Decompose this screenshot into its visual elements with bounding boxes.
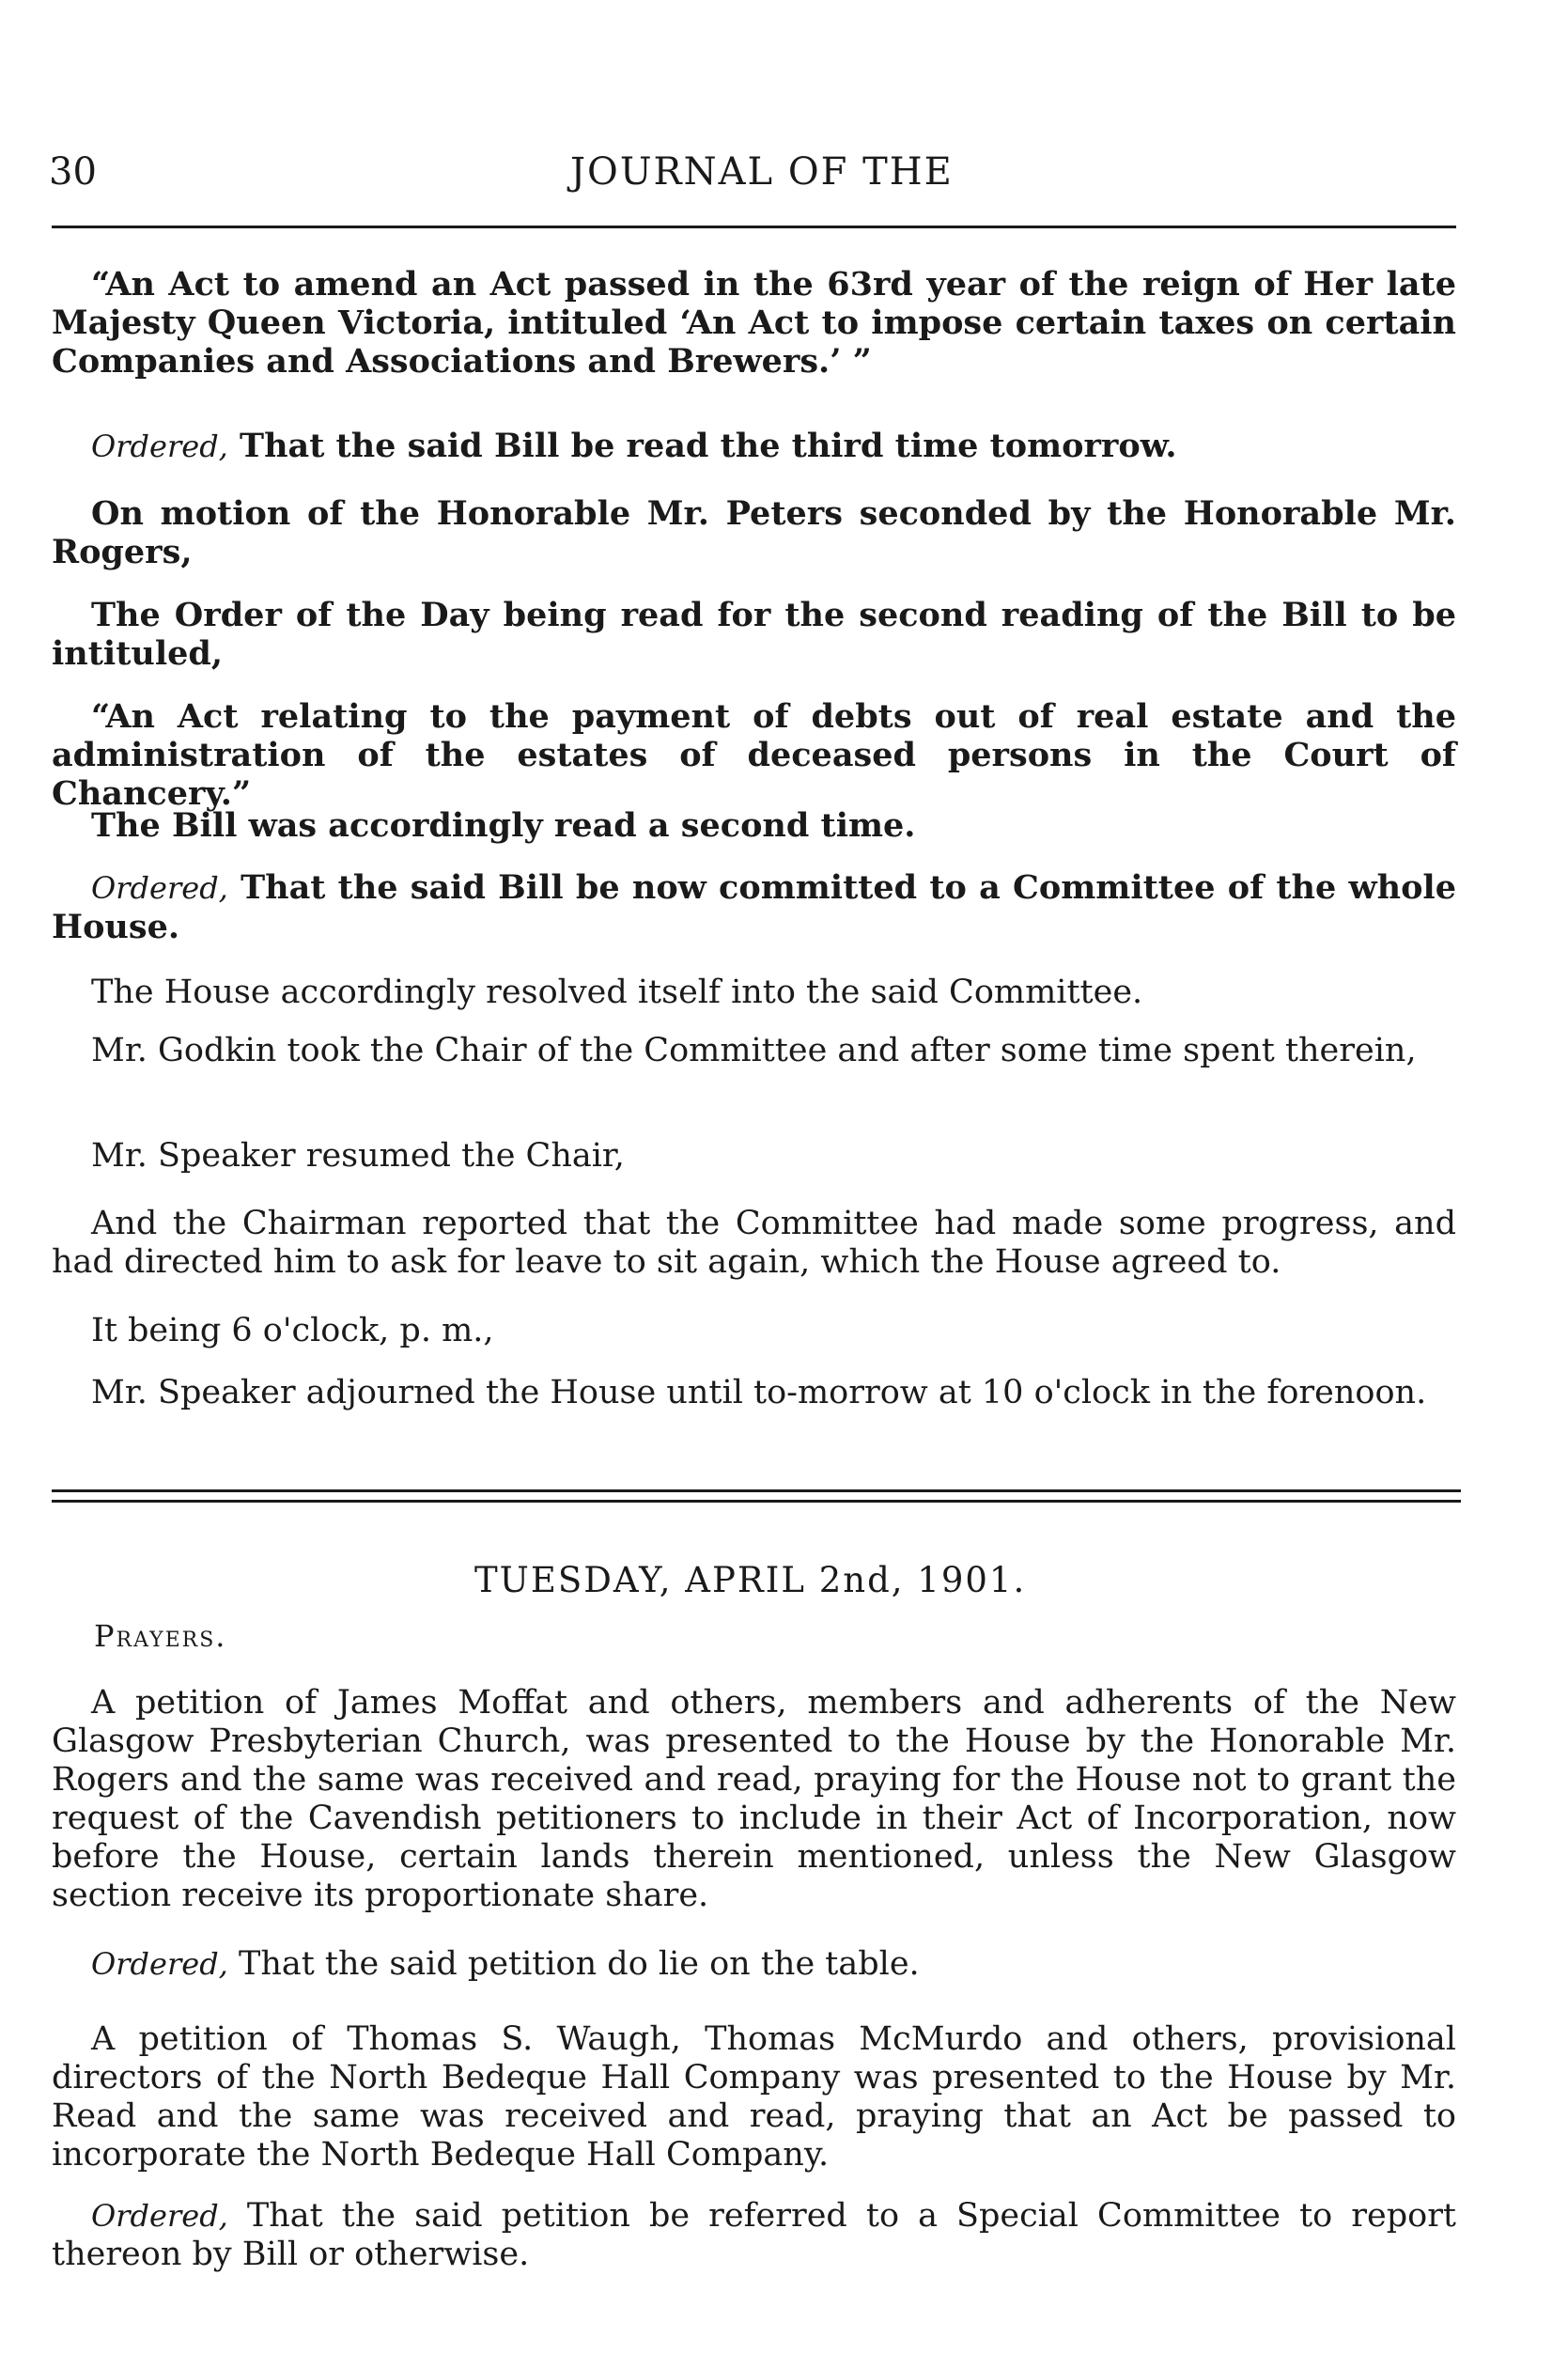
ordered-label: Ordered, <box>91 2198 228 2234</box>
ordered-text: That the said Bill be read the third time tomorrow. <box>227 427 1177 465</box>
ordered-special-committee-paragraph <box>52 2197 1456 2274</box>
ordered-label: Ordered, <box>91 429 228 464</box>
adjourned-text: Mr. Speaker adjourned the House until to-morrow at 10 o'clock in the forenoon. <box>91 1374 1427 1411</box>
order-of-day-text: The Order of the Day being read for the second reading of the Bill to be intituled, <box>52 596 1456 673</box>
motion-text: On motion of the Honorable Mr. Peters seconded by the Honorable Mr. Rogers, <box>52 494 1456 571</box>
adjourned-paragraph <box>52 1374 1456 1412</box>
page-header <box>49 141 1458 197</box>
ordered-text: That the said Bill be now committed to a Committee of the whole House. <box>52 868 1456 946</box>
speaker-resumed-paragraph <box>52 1137 1456 1176</box>
order-of-day-paragraph <box>52 596 1456 673</box>
ordered-label: Ordered, <box>91 1946 228 1982</box>
second-reading-paragraph <box>52 806 1456 845</box>
running-head: JOURNAL OF THE <box>570 150 954 194</box>
bill-title-text: “An Act relating to the payment of debts out of real estate and the administration of the estates of deceased persons in the Court of Chancery.” <box>52 697 1456 813</box>
bill-title-paragraph <box>52 697 1456 813</box>
house-resolved-text: The House accordingly resolved itself into the said Committee. <box>91 974 1143 1011</box>
waugh-petition-text: A petition of Thomas S. Waugh, Thomas McMurdo and others, provisional directors of the North Bedeque Hall Company was presented to the House by Mr. Read and the same was received and read, praying that an Act be passed to incorporate the North Bedeque Hall Company. <box>52 2020 1456 2174</box>
act-title-paragraph <box>52 265 1456 381</box>
date-heading: TUESDAY, APRIL 2nd, 1901. <box>474 1560 1027 1600</box>
waugh-petition-paragraph <box>52 2020 1456 2174</box>
godkin-chair-text: Mr. Godkin took the Chair of the Committee and after some time spent therein, <box>91 1032 1417 1069</box>
ordered-third-reading <box>52 427 1456 466</box>
ordered-lie-on-table-paragraph <box>52 1945 1456 1984</box>
godkin-chair-paragraph <box>52 1032 1456 1070</box>
motion-paragraph <box>52 494 1456 571</box>
moffat-petition-paragraph <box>52 1684 1456 1915</box>
chairman-reported-text: And the Chairman reported that the Committee had made some progress, and had directed him to ask for leave to sit again, which the House agreed to. <box>52 1205 1456 1281</box>
chairman-reported-paragraph <box>52 1205 1456 1282</box>
section-divider <box>52 1489 1461 1503</box>
six-oclock-text: It being 6 o'clock, p. m., <box>91 1312 494 1349</box>
page-number: 30 <box>49 150 97 194</box>
six-oclock-paragraph <box>52 1312 1456 1350</box>
ordered-text: That the said petition be referred to a Special Committee to report thereon by Bill or otherwise. <box>52 2197 1456 2273</box>
speaker-resumed-text: Mr. Speaker resumed the Chair, <box>91 1137 625 1175</box>
second-reading-text: The Bill was accordingly read a second time. <box>91 806 916 845</box>
ordered-committee-paragraph <box>52 868 1456 946</box>
ordered-label: Ordered, <box>91 870 228 906</box>
act-title: “An Act to amend an Act passed in the 63rd year of the reign of Her late Majesty Queen Victoria, intituled ‘An Act to impose certain taxes on certain Companies and Associations and Brewers.’ ” <box>52 265 1456 381</box>
header-rule <box>52 226 1456 228</box>
moffat-petition-text: A petition of James Moffat and others, members and adherents of the New Glasgow Presbyterian Church, was presented to the House by the Honorable Mr. Rogers and the same was received and read, praying for the House not to grant the request of the Cavendish petitioners to include in their Act of Incorporation, now before the House, certain lands therein mentioned, unless the New Glasgow section receive its proportionate share. <box>52 1684 1456 1914</box>
house-resolved-paragraph <box>52 974 1456 1012</box>
ordered-text: That the said petition do lie on the table. <box>227 1945 920 1983</box>
prayers-label: Prayers. <box>94 1618 227 1654</box>
